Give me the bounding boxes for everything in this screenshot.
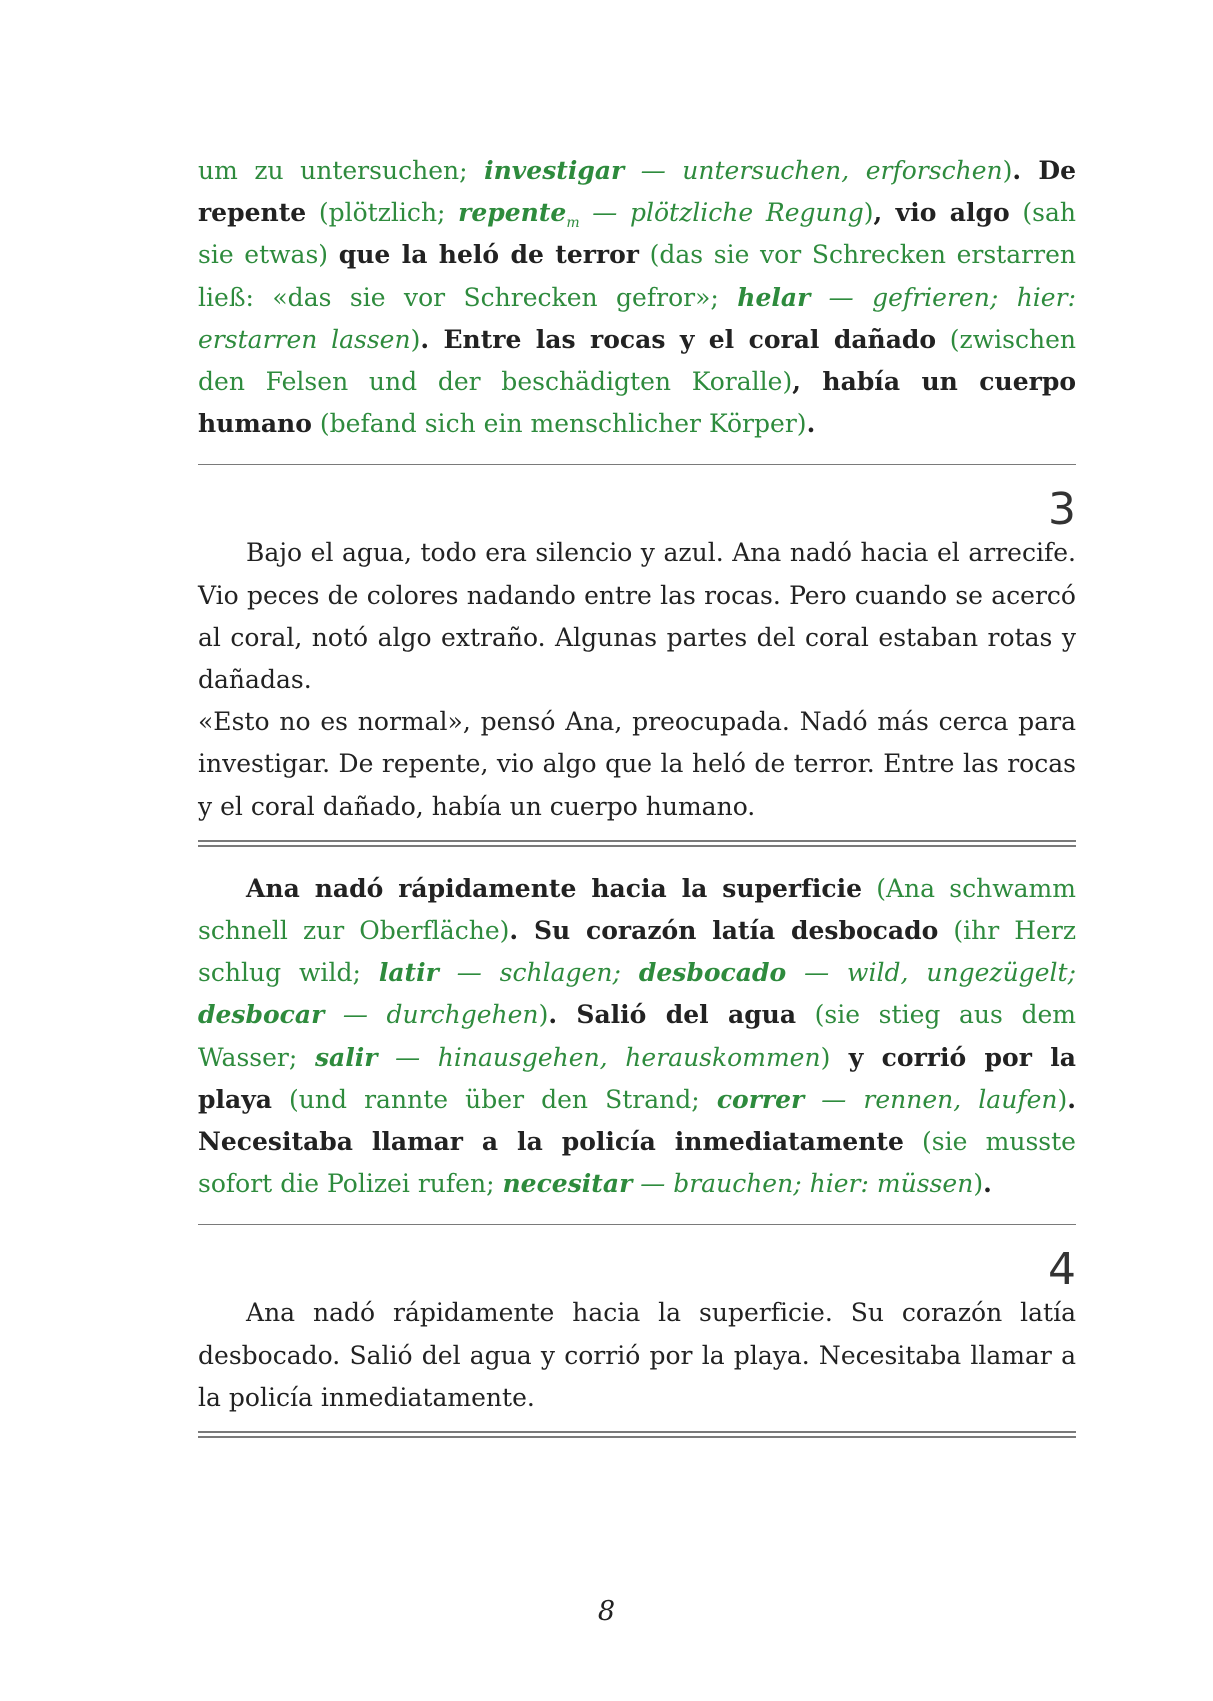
section-end-divider <box>198 1431 1076 1438</box>
annotation-keyword: helar <box>737 282 811 312</box>
spanish-phrase: . Necesitaba llamar a la policía inmediatamente <box>198 1084 1076 1157</box>
page-content <box>198 150 1076 1438</box>
annotation-text: (befand sich ein menschlicher Körper) <box>311 409 807 439</box>
annotated-text-block-1 <box>198 150 1076 445</box>
spanish-phrase: que la heló de terror <box>338 240 639 270</box>
annotation-text: (sie stieg aus dem Wasser; <box>198 1000 1076 1072</box>
annotation-definition: — durchgehen <box>324 1000 539 1030</box>
spanish-phrase: Ana nadó rápidamente hacia la superficie <box>246 873 863 903</box>
spanish-phrase: . De repente <box>198 156 1076 228</box>
spanish-phrase: , había un cuerpo humano <box>198 367 1077 439</box>
annotation-text: (sah sie etwas) <box>198 198 1076 270</box>
annotation-keyword: desbocar <box>198 1000 325 1030</box>
spanish-phrase: y corrió por la playa <box>198 1042 1076 1114</box>
annotation-keyword: investigar <box>484 156 625 185</box>
section-end-divider <box>198 840 1076 847</box>
annotation-text: (Ana schwamm schnell zur Oberfläche) <box>198 873 1076 946</box>
annotated-text-block-2 <box>198 868 1076 1206</box>
annotation-keyword: necesitar <box>502 1169 633 1199</box>
annotation-definition: — gefrieren; hier: erstarren lassen <box>198 282 1077 354</box>
annotation-text: (ihr Herz schlug wild; <box>198 916 1077 988</box>
annotation-keyword: repente <box>458 198 567 228</box>
spanish-phrase: . Salió del agua <box>548 1000 797 1030</box>
annotation-text: ) <box>538 1000 549 1030</box>
annotation-text: (plötzlich; <box>306 198 459 228</box>
annotation-text: ) <box>820 1042 831 1072</box>
annotation-definition: — plötzliche Regung <box>579 198 864 228</box>
annotation-text: um zu untersuchen; <box>198 156 485 185</box>
annotation-text: (sie musste sofort die Polizei rufen; <box>198 1127 1076 1199</box>
annotation-definition: — wild, ungezügelt; <box>786 958 1076 988</box>
annotation-definition: — rennen, laufen <box>804 1084 1058 1114</box>
page-number: 8 <box>597 1596 616 1627</box>
annotation-text: ) <box>973 1169 984 1199</box>
gender-marker: m <box>566 215 580 232</box>
annotation-definition: — brauchen; hier: müssen <box>632 1169 974 1199</box>
plain-paragraph: «Esto no es normal», pensó Ana, preocupada. Nadó más cerca para investigar. De repente, vio algo que la heló de terror. Entre las rocas y el coral dañado, había un cuerpo humano. <box>198 707 1076 821</box>
plain-paragraph: Ana nadó rápidamente hacia la superficie. Su corazón latía desbocado. Salió del agua y corrió por la playa. Necesitaba llamar a la policía inmediatamente. <box>198 1298 1076 1412</box>
plain-paragraph: Bajo el agua, todo era silencio y azul. Ana nadó hacia el arrecife. Vio peces de colores nadando entre las rocas. Pero cuando se acercó al coral, notó algo extraño. Algunas partes del coral estaban rotas y dañadas. <box>198 538 1076 695</box>
annotation-text: (zwischen den Felsen und der beschädigten Koralle) <box>198 324 1077 397</box>
spanish-phrase: . <box>806 409 816 439</box>
annotation-keyword: salir <box>314 1042 378 1072</box>
annotation-keyword: latir <box>378 958 439 988</box>
section-number: 3 <box>1048 484 1076 536</box>
annotation-keyword: desbocado <box>638 958 787 988</box>
annotation-keyword: correr <box>716 1084 805 1114</box>
section-divider <box>198 1224 1076 1225</box>
spanish-phrase: . Entre las rocas y el coral dañado <box>420 324 937 354</box>
spanish-phrase: , vio algo <box>873 198 1010 228</box>
annotation-text: ) <box>1002 156 1013 185</box>
annotation-text: ) <box>1057 1084 1068 1114</box>
annotation-definition: — hinausgehen, herauskommen <box>377 1042 821 1072</box>
annotation-text: ) <box>410 324 421 354</box>
spanish-phrase: . <box>983 1169 992 1199</box>
annotation-text: ) <box>863 198 874 228</box>
annotation-text: (das sie vor Schrecken erstarren ließ: «das sie vor Schrecken gefror»; <box>198 240 1076 312</box>
annotation-text: (und rannte über den Strand; <box>271 1084 717 1114</box>
annotation-definition: — schlagen; <box>438 958 639 988</box>
section-number: 4 <box>1048 1244 1076 1296</box>
spanish-phrase: . Su corazón latía desbocado <box>509 916 939 946</box>
annotation-definition: — untersuchen, erforschen <box>624 156 1003 185</box>
section-divider <box>198 464 1076 465</box>
